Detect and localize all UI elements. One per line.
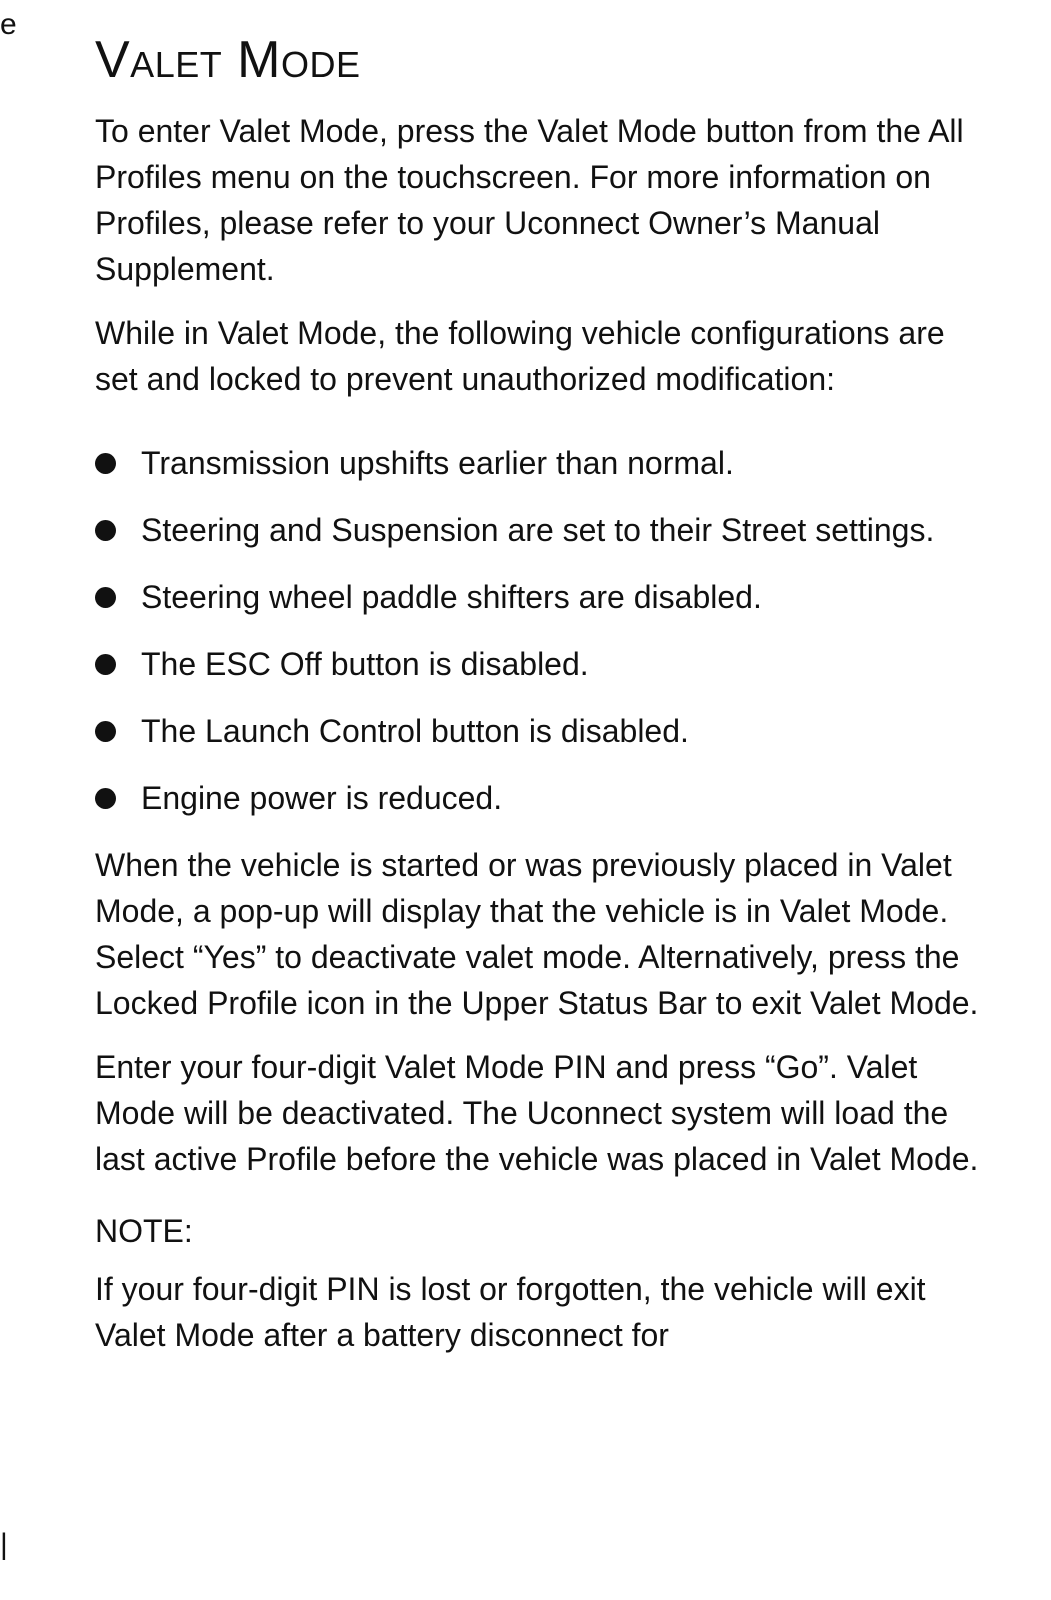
bullet-icon	[95, 587, 116, 608]
list-item	[95, 440, 995, 486]
list-item	[95, 775, 995, 821]
exit-valet-paragraph: When the vehicle is started or was previously placed in Valet Mode, a pop-up will display that the vehicle is in Valet Mode. Select “Yes” to deactivate valet mode. Alternatively, press the Locked Profile icon in the Upper Status Bar to exit Valet Mode.	[95, 847, 979, 1021]
list-item-text: Steering and Suspension are set to their Street settings.	[141, 512, 935, 548]
bullet-icon	[95, 453, 116, 474]
list-item-text: The Launch Control button is disabled.	[141, 713, 689, 749]
locked-config-paragraph: While in Valet Mode, the following vehicle configurations are set and locked to prevent unauthorized modification:	[95, 315, 945, 397]
bullet-icon	[95, 788, 116, 809]
bullet-icon	[95, 721, 116, 742]
page-edge-mark-bottom: |	[0, 1528, 8, 1561]
list-item-text: Engine power is reduced.	[141, 780, 503, 816]
valet-restrictions-list	[95, 440, 995, 821]
list-item	[95, 641, 995, 687]
page-title: Valet Mode	[95, 31, 361, 89]
bullet-icon	[95, 654, 116, 675]
list-item	[95, 507, 995, 553]
note-text: If your four-digit PIN is lost or forgotten, the vehicle will exit Valet Mode after a battery disconnect for	[95, 1271, 926, 1353]
list-item-text: The ESC Off button is disabled.	[141, 646, 589, 682]
note-heading: NOTE:	[95, 1213, 193, 1249]
list-item	[95, 574, 995, 620]
list-item-text: Steering wheel paddle shifters are disabled.	[141, 579, 762, 615]
bullet-icon	[95, 520, 116, 541]
list-item	[95, 708, 995, 754]
pin-entry-paragraph: Enter your four-digit Valet Mode PIN and press “Go”. Valet Mode will be deactivated. The Uconnect system will load the last active Profile before the vehicle was placed in Valet Mode.	[95, 1049, 979, 1177]
page-edge-mark-top: e	[0, 8, 17, 41]
list-item-text: Transmission upshifts earlier than normal.	[141, 445, 734, 481]
page-content	[95, 30, 995, 1376]
intro-paragraph: To enter Valet Mode, press the Valet Mode button from the All Profiles menu on the touchscreen. For more information on Profiles, please refer to your Uconnect Owner’s Manual Supplement.	[95, 113, 964, 287]
